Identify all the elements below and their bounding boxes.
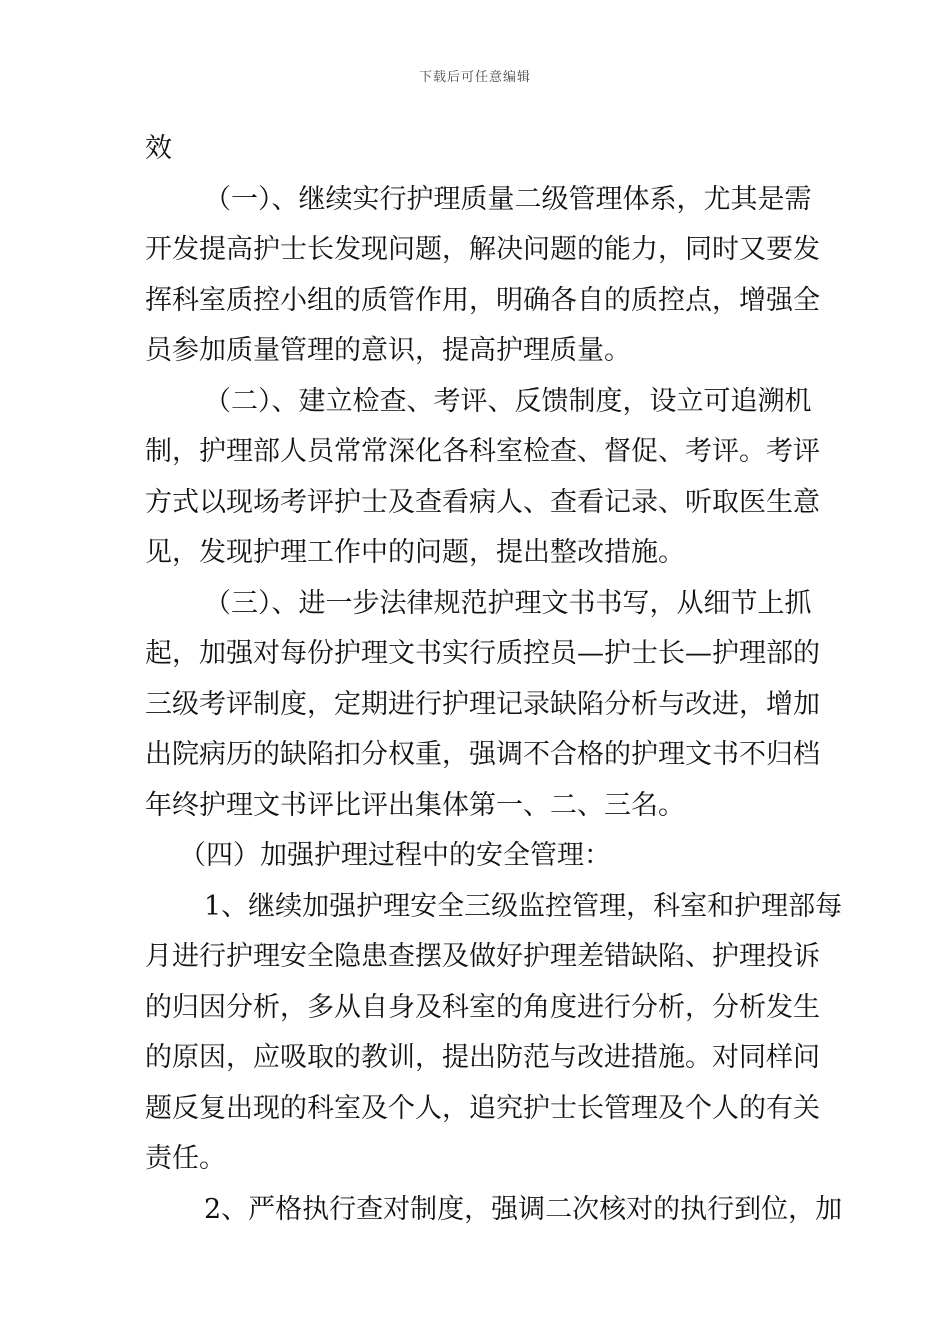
text-line: 出院病历的缺陷扣分权重，强调不合格的护理文书不归档 xyxy=(145,739,820,770)
text-line: 责任。 xyxy=(145,1143,226,1174)
text-line: 题反复出现的科室及个人，追究护士长管理及个人的有关 xyxy=(145,1092,820,1124)
text-line: 效 xyxy=(145,133,172,164)
text-line: 见，发现护理工作中的问题，提出整改措施。 xyxy=(145,537,685,568)
text-line: 起，加强对每份护理文书实行质控员—护士长—护理部的 xyxy=(145,638,820,669)
text-line: 年终护理文书评比评出集体第一、二、三名。 xyxy=(145,789,685,821)
text-line: 月进行护理安全隐患查摆及做好护理差错缺陷、护理投诉 xyxy=(145,941,820,972)
text-line: （三）、进一步法律规范护理文书书写，从细节上抓 xyxy=(204,587,812,619)
text-line: 开发提高护士长发现问题，解决问题的能力，同时又要发 xyxy=(145,234,820,265)
page-header: 下载后可任意编辑 xyxy=(418,70,531,85)
text-line: 的归因分析，多从自身及科室的角度进行分析，分析发生 xyxy=(145,991,820,1023)
text-line: （四）加强护理过程中的安全管理： xyxy=(179,840,611,871)
text-line: 的原因，应吸取的教训，提出防范与改进措施。对同样问 xyxy=(145,1042,820,1073)
text-line: 员参加质量管理的意识，提高护理质量。 xyxy=(145,335,631,366)
text-line: 挥科室质控小组的质管作用，明确各自的质控点，增强全 xyxy=(145,284,820,316)
text-line: （二）、建立检查、考评、反馈制度，设立可追溯机 xyxy=(204,385,812,417)
text-line: 三级考评制度，定期进行护理记录缺陷分析与改进，增加 xyxy=(145,688,820,720)
text-line: 2、严格执行查对制度，强调二次核对的执行到位，加 xyxy=(204,1193,843,1225)
text-line: （一）、继续实行护理质量二级管理体系，尤其是需 xyxy=(204,183,812,215)
text-line: 制，护理部人员常常深化各科室检查、督促、考评。考评 xyxy=(145,436,820,467)
document-body xyxy=(145,124,843,1235)
text-line: 方式以现场考评护士及查看病人、查看记录、听取医生意 xyxy=(145,486,820,518)
text-line: 1、继续加强护理安全三级监控管理，科室和护理部每 xyxy=(204,890,843,922)
